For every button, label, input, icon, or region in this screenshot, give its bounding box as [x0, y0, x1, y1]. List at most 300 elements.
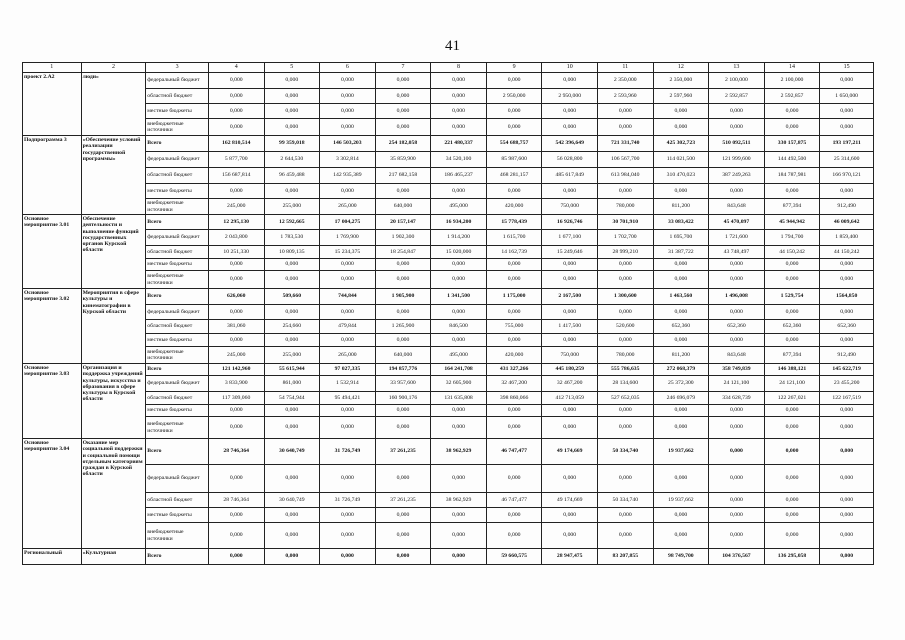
value-cell: 3 833,900 [208, 376, 264, 392]
program-code-cell: Региональный [23, 549, 82, 565]
value-cell: 0,000 [208, 305, 264, 320]
table-row [23, 199, 874, 215]
value-cell: 0,000 [208, 508, 264, 523]
value-cell: 0,000 [764, 259, 820, 271]
value-cell: 479,844 [320, 320, 376, 334]
value-cell: 0,000 [542, 184, 598, 199]
table-row [23, 271, 874, 289]
value-cell: 0,000 [597, 405, 653, 417]
value-cell: 0,000 [820, 508, 874, 523]
value-cell: 846,500 [431, 320, 487, 334]
value-cell: 0,000 [597, 465, 653, 493]
value-cell: 0,000 [264, 119, 320, 136]
value-cell: 30 640,749 [264, 493, 320, 508]
value-cell: 0,000 [764, 405, 820, 417]
table-row [23, 119, 874, 136]
value-cell: 652,360 [653, 320, 709, 334]
value-cell: 1 650,000 [820, 89, 874, 104]
value-cell: 0,000 [820, 73, 874, 89]
value-cell: 0,000 [709, 259, 765, 271]
value-cell: 2 597,960 [653, 89, 709, 104]
value-cell: 131 635,808 [431, 392, 487, 405]
value-cell: 33 957,600 [375, 376, 431, 392]
value-cell: 0,000 [542, 104, 598, 119]
value-cell: 652,360 [820, 320, 874, 334]
value-cell: 0,000 [431, 549, 487, 565]
value-cell: 0,000 [431, 104, 487, 119]
value-cell: 750,000 [542, 199, 598, 215]
value-cell: 0,000 [486, 104, 542, 119]
value-cell: 0,000 [208, 417, 264, 439]
value-cell: 0,000 [320, 73, 376, 89]
value-cell: 2 950,000 [542, 89, 598, 104]
table-row [23, 376, 874, 392]
value-cell: 28 746,364 [208, 439, 264, 465]
value-cell: 1 721,600 [709, 230, 765, 246]
value-cell: 0,000 [820, 104, 874, 119]
value-cell: 0,000 [208, 334, 264, 347]
value-cell: 0,000 [208, 259, 264, 271]
value-cell: 0,000 [764, 417, 820, 439]
value-cell: 431 327,266 [486, 364, 542, 376]
funding-source-cell: внебюджетные источники [146, 417, 209, 439]
value-cell: 255,000 [264, 199, 320, 215]
value-cell: 146 388,121 [764, 364, 820, 376]
table-row [23, 152, 874, 168]
value-cell: 184 787,981 [764, 168, 820, 184]
funding-source-cell: федеральный бюджет [146, 376, 209, 392]
value-cell: 0,000 [264, 405, 320, 417]
value-cell: 0,000 [709, 439, 765, 465]
value-cell: 31 387,722 [653, 246, 709, 259]
value-cell: 0,000 [597, 259, 653, 271]
value-cell: 485 617,849 [542, 168, 598, 184]
value-cell: 19 937,662 [653, 493, 709, 508]
value-cell: 1 859,400 [820, 230, 874, 246]
value-cell: 843,648 [709, 347, 765, 364]
funding-source-cell: внебюджетные источники [146, 523, 209, 549]
value-cell: 194 857,776 [375, 364, 431, 376]
value-cell: 0,000 [208, 465, 264, 493]
value-cell: 0,000 [653, 523, 709, 549]
value-cell: 3 302,814 [320, 152, 376, 168]
value-cell: 0,000 [375, 259, 431, 271]
table-row [23, 508, 874, 523]
value-cell: 744,844 [320, 289, 376, 305]
value-cell: 2 167,500 [542, 289, 598, 305]
value-cell: 24 121,100 [764, 376, 820, 392]
value-cell: 0,000 [486, 417, 542, 439]
value-cell: 0,000 [820, 549, 874, 565]
value-cell: 15 020,000 [431, 246, 487, 259]
value-cell: 626,060 [208, 289, 264, 305]
value-cell: 0,000 [597, 305, 653, 320]
value-cell: 0,000 [431, 523, 487, 549]
value-cell: 0,000 [709, 184, 765, 199]
value-cell: 2 644,530 [264, 152, 320, 168]
table-row [23, 305, 874, 320]
funding-source-cell: федеральный бюджет [146, 305, 209, 320]
value-cell: 0,000 [264, 104, 320, 119]
value-cell: 0,000 [820, 259, 874, 271]
value-cell: 0,000 [542, 305, 598, 320]
funding-source-cell: областной бюджет [146, 392, 209, 405]
value-cell: 136 295,058 [764, 549, 820, 565]
table-row [23, 104, 874, 119]
value-cell: 0,000 [820, 119, 874, 136]
value-cell: 0,000 [264, 305, 320, 320]
table-row [23, 230, 874, 246]
value-cell: 10 809,135 [264, 246, 320, 259]
value-cell: 265,000 [320, 347, 376, 364]
funding-source-cell: областной бюджет [146, 246, 209, 259]
value-cell: 0,000 [208, 523, 264, 549]
value-cell: 0,000 [542, 119, 598, 136]
value-cell: 509,660 [264, 289, 320, 305]
funding-source-cell: областной бюджет [146, 493, 209, 508]
value-cell: 95 494,421 [320, 392, 376, 405]
value-cell: 45 944,942 [764, 215, 820, 230]
value-cell: 843,648 [709, 199, 765, 215]
value-cell: 0,000 [431, 417, 487, 439]
funding-source-cell: внебюджетные источники [146, 347, 209, 364]
value-cell: 0,000 [320, 259, 376, 271]
value-cell: 0,000 [653, 417, 709, 439]
value-cell: 0,000 [486, 465, 542, 493]
value-cell: 156 687,814 [208, 168, 264, 184]
value-cell: 1 175,000 [486, 289, 542, 305]
value-cell: 495,000 [431, 199, 487, 215]
value-cell: 98 749,700 [653, 549, 709, 565]
funding-source-cell: местные бюджеты [146, 508, 209, 523]
value-cell: 0,000 [264, 259, 320, 271]
value-cell: 114 021,500 [653, 152, 709, 168]
value-cell: 0,000 [375, 549, 431, 565]
value-cell: 32 467,200 [542, 376, 598, 392]
value-cell: 0,000 [320, 89, 376, 104]
column-number-6: 6 [320, 63, 376, 73]
value-cell: 0,000 [264, 465, 320, 493]
value-cell: 23 455,200 [820, 376, 874, 392]
value-cell: 0,000 [653, 259, 709, 271]
value-cell: 85 987,600 [486, 152, 542, 168]
value-cell: 0,000 [820, 439, 874, 465]
value-cell: 1 695,700 [653, 230, 709, 246]
value-cell: 398 860,066 [486, 392, 542, 405]
value-cell: 49 174,669 [542, 493, 598, 508]
value-cell: 0,000 [208, 271, 264, 289]
value-cell: 495,000 [431, 347, 487, 364]
value-cell: 0,000 [208, 549, 264, 565]
value-cell: 0,000 [264, 523, 320, 549]
value-cell: 1 794,700 [764, 230, 820, 246]
value-cell: 613 984,040 [597, 168, 653, 184]
funding-source-cell: Всего [146, 215, 209, 230]
value-cell: 31 726,749 [320, 493, 376, 508]
value-cell: 0,000 [208, 184, 264, 199]
value-cell: 0,000 [597, 271, 653, 289]
page-number: 41 [445, 38, 460, 54]
value-cell: 0,000 [597, 508, 653, 523]
value-cell: 330 157,875 [764, 136, 820, 152]
value-cell: 468 281,157 [486, 168, 542, 184]
value-cell: 0,000 [486, 523, 542, 549]
value-cell: 0,000 [820, 493, 874, 508]
table-row [23, 73, 874, 89]
value-cell: 0,000 [820, 271, 874, 289]
value-cell: 0,000 [709, 465, 765, 493]
value-cell: 0,000 [264, 73, 320, 89]
value-cell: 1 529,754 [764, 289, 820, 305]
value-cell: 44 150,242 [764, 246, 820, 259]
value-cell: 0,000 [486, 259, 542, 271]
column-number-8: 8 [431, 63, 487, 73]
value-cell: 15 778,439 [486, 215, 542, 230]
value-cell: 2 350,000 [597, 73, 653, 89]
value-cell: 0,000 [431, 405, 487, 417]
value-cell: 0,000 [375, 271, 431, 289]
value-cell: 425 302,723 [653, 136, 709, 152]
value-cell: 37 261,235 [375, 493, 431, 508]
value-cell: 46 009,642 [820, 215, 874, 230]
program-name-cell: люди» [81, 73, 146, 136]
value-cell: 387 249,263 [709, 168, 765, 184]
value-cell: 0,000 [653, 119, 709, 136]
value-cell: 28 999,210 [597, 246, 653, 259]
value-cell: 28 746,364 [208, 493, 264, 508]
table-row [23, 215, 874, 230]
value-cell: 1 905,900 [375, 289, 431, 305]
value-cell: 0,000 [320, 119, 376, 136]
value-cell: 19 937,662 [653, 439, 709, 465]
value-cell: 1 783,530 [264, 230, 320, 246]
value-cell: 0,000 [320, 184, 376, 199]
value-cell: 912,490 [820, 347, 874, 364]
column-number-3: 3 [146, 63, 209, 73]
table-row [23, 334, 874, 347]
value-cell: 0,000 [431, 89, 487, 104]
value-cell: 254,660 [264, 320, 320, 334]
value-cell: 49 174,669 [542, 439, 598, 465]
funding-source-cell: областной бюджет [146, 89, 209, 104]
value-cell: 420,000 [486, 199, 542, 215]
value-cell: 0,000 [709, 493, 765, 508]
value-cell: 106 567,700 [597, 152, 653, 168]
value-cell: 221 480,337 [431, 136, 487, 152]
value-cell: 272 068,379 [653, 364, 709, 376]
value-cell: 0,000 [264, 184, 320, 199]
value-cell: 0,000 [764, 523, 820, 549]
value-cell: 721 331,740 [597, 136, 653, 152]
value-cell: 640,000 [375, 199, 431, 215]
value-cell: 811,200 [653, 199, 709, 215]
value-cell: 0,000 [542, 259, 598, 271]
value-cell: 1 914,200 [431, 230, 487, 246]
value-cell: 0,000 [764, 119, 820, 136]
program-code-cell: Основное мероприятие 3.04 [23, 439, 82, 549]
value-cell: 38 962,929 [431, 493, 487, 508]
value-cell: 50 334,740 [597, 493, 653, 508]
value-cell: 0,000 [597, 523, 653, 549]
value-cell: 0,000 [431, 271, 487, 289]
value-cell: 0,000 [431, 73, 487, 89]
program-code-cell: Основное мероприятие 3.03 [23, 364, 82, 439]
value-cell: 2 592,857 [709, 89, 765, 104]
funding-source-cell: местные бюджеты [146, 405, 209, 417]
value-cell: 0,000 [431, 119, 487, 136]
table-row [23, 523, 874, 549]
value-cell: 640,000 [375, 347, 431, 364]
funding-source-cell: местные бюджеты [146, 259, 209, 271]
value-cell: 0,000 [709, 405, 765, 417]
value-cell: 30 701,910 [597, 215, 653, 230]
value-cell: 0,000 [375, 334, 431, 347]
value-cell: 0,000 [320, 305, 376, 320]
value-cell: 412 713,059 [542, 392, 598, 405]
value-cell: 0,000 [820, 305, 874, 320]
value-cell: 160 900,176 [375, 392, 431, 405]
table-body [23, 73, 874, 565]
value-cell: 0,000 [820, 465, 874, 493]
value-cell: 445 180,259 [542, 364, 598, 376]
value-cell: 59 660,575 [486, 549, 542, 565]
value-cell: 542 396,649 [542, 136, 598, 152]
table-row [23, 168, 874, 184]
value-cell: 0,000 [653, 271, 709, 289]
value-cell: 0,000 [208, 89, 264, 104]
value-cell: 0,000 [375, 119, 431, 136]
program-name-cell: «Обеспечение условий реализации государственной программы» [81, 136, 146, 215]
value-cell: 0,000 [208, 119, 264, 136]
funding-source-cell: внебюджетные источники [146, 199, 209, 215]
value-cell: 254 182,058 [375, 136, 431, 152]
column-number-15: 15 [820, 63, 874, 73]
funding-source-cell: областной бюджет [146, 168, 209, 184]
column-number-9: 9 [486, 63, 542, 73]
value-cell: 1 417,500 [542, 320, 598, 334]
value-cell: 811,200 [653, 347, 709, 364]
value-cell: 18 254,847 [375, 246, 431, 259]
value-cell: 0,000 [375, 104, 431, 119]
value-cell: 255,000 [264, 347, 320, 364]
value-cell: 0,000 [431, 465, 487, 493]
table-row [23, 439, 874, 465]
value-cell: 0,000 [653, 334, 709, 347]
value-cell: 0,000 [431, 305, 487, 320]
value-cell: 1 677,100 [542, 230, 598, 246]
value-cell: 0,000 [542, 405, 598, 417]
value-cell: 0,000 [709, 104, 765, 119]
table-row [23, 493, 874, 508]
value-cell: 0,000 [320, 417, 376, 439]
funding-source-cell: Всего [146, 136, 209, 152]
value-cell: 28 947,475 [542, 549, 598, 565]
program-code-cell: Подпрограмма 3 [23, 136, 82, 215]
value-cell: 861,000 [264, 376, 320, 392]
value-cell: 5 877,700 [208, 152, 264, 168]
program-name-cell: Оказание мер социальной поддержки и социальной помощи отдельным категориям граждан в Курской области [81, 439, 146, 549]
value-cell: 0,000 [764, 334, 820, 347]
value-cell: 145 622,719 [820, 364, 874, 376]
value-cell: 28 134,600 [597, 376, 653, 392]
value-cell: 10 251,330 [208, 246, 264, 259]
value-cell: 2 350,000 [653, 73, 709, 89]
table-row [23, 320, 874, 334]
value-cell: 146 503,203 [320, 136, 376, 152]
value-cell: 32 467,200 [486, 376, 542, 392]
program-code-cell: проект 2.А2 [23, 73, 82, 136]
value-cell: 0,000 [597, 334, 653, 347]
table-row [23, 136, 874, 152]
value-cell: 0,000 [320, 465, 376, 493]
value-cell: 16 926,746 [542, 215, 598, 230]
value-cell: 2 592,857 [764, 89, 820, 104]
value-cell: 0,000 [820, 184, 874, 199]
value-cell: 0,000 [709, 305, 765, 320]
value-cell: 15 249,646 [542, 246, 598, 259]
program-code-cell: Основное мероприятие 3.02 [23, 289, 82, 364]
table-row [23, 465, 874, 493]
value-cell: 104 376,567 [709, 549, 765, 565]
value-cell: 652,360 [764, 320, 820, 334]
value-cell: 0,000 [486, 508, 542, 523]
value-cell: 1 902,300 [375, 230, 431, 246]
budget-table [22, 62, 874, 565]
funding-source-cell: местные бюджеты [146, 334, 209, 347]
value-cell: 555 786,635 [597, 364, 653, 376]
value-cell: 0,000 [597, 104, 653, 119]
value-cell: 0,000 [375, 508, 431, 523]
value-cell: 0,000 [542, 508, 598, 523]
value-cell: 1564,850 [820, 289, 874, 305]
value-cell: 117 309,060 [208, 392, 264, 405]
value-cell: 0,000 [264, 549, 320, 565]
value-cell: 15 234,375 [320, 246, 376, 259]
value-cell: 0,000 [709, 119, 765, 136]
value-cell: 2 043,800 [208, 230, 264, 246]
value-cell: 0,000 [320, 405, 376, 417]
value-cell: 97 027,335 [320, 364, 376, 376]
value-cell: 652,360 [709, 320, 765, 334]
value-cell: 1 769,900 [320, 230, 376, 246]
table-row [23, 89, 874, 104]
table-row [23, 392, 874, 405]
value-cell: 0,000 [375, 417, 431, 439]
value-cell: 0,000 [597, 184, 653, 199]
value-cell: 0,000 [375, 523, 431, 549]
value-cell: 2 950,000 [486, 89, 542, 104]
value-cell: 358 749,839 [709, 364, 765, 376]
value-cell: 0,000 [542, 523, 598, 549]
value-cell: 0,000 [208, 104, 264, 119]
value-cell: 0,000 [542, 73, 598, 89]
value-cell: 0,000 [375, 89, 431, 104]
funding-source-cell: местные бюджеты [146, 104, 209, 119]
value-cell: 30 640,749 [264, 439, 320, 465]
value-cell: 0,000 [542, 271, 598, 289]
value-cell: 0,000 [486, 334, 542, 347]
value-cell: 12 295,130 [208, 215, 264, 230]
value-cell: 527 652,035 [597, 392, 653, 405]
table-row [23, 246, 874, 259]
value-cell: 0,000 [653, 104, 709, 119]
value-cell: 0,000 [264, 417, 320, 439]
value-cell: 17 004,275 [320, 215, 376, 230]
value-cell: 20 157,147 [375, 215, 431, 230]
column-number-7: 7 [375, 63, 431, 73]
value-cell: 144 492,500 [764, 152, 820, 168]
value-cell: 0,000 [486, 305, 542, 320]
